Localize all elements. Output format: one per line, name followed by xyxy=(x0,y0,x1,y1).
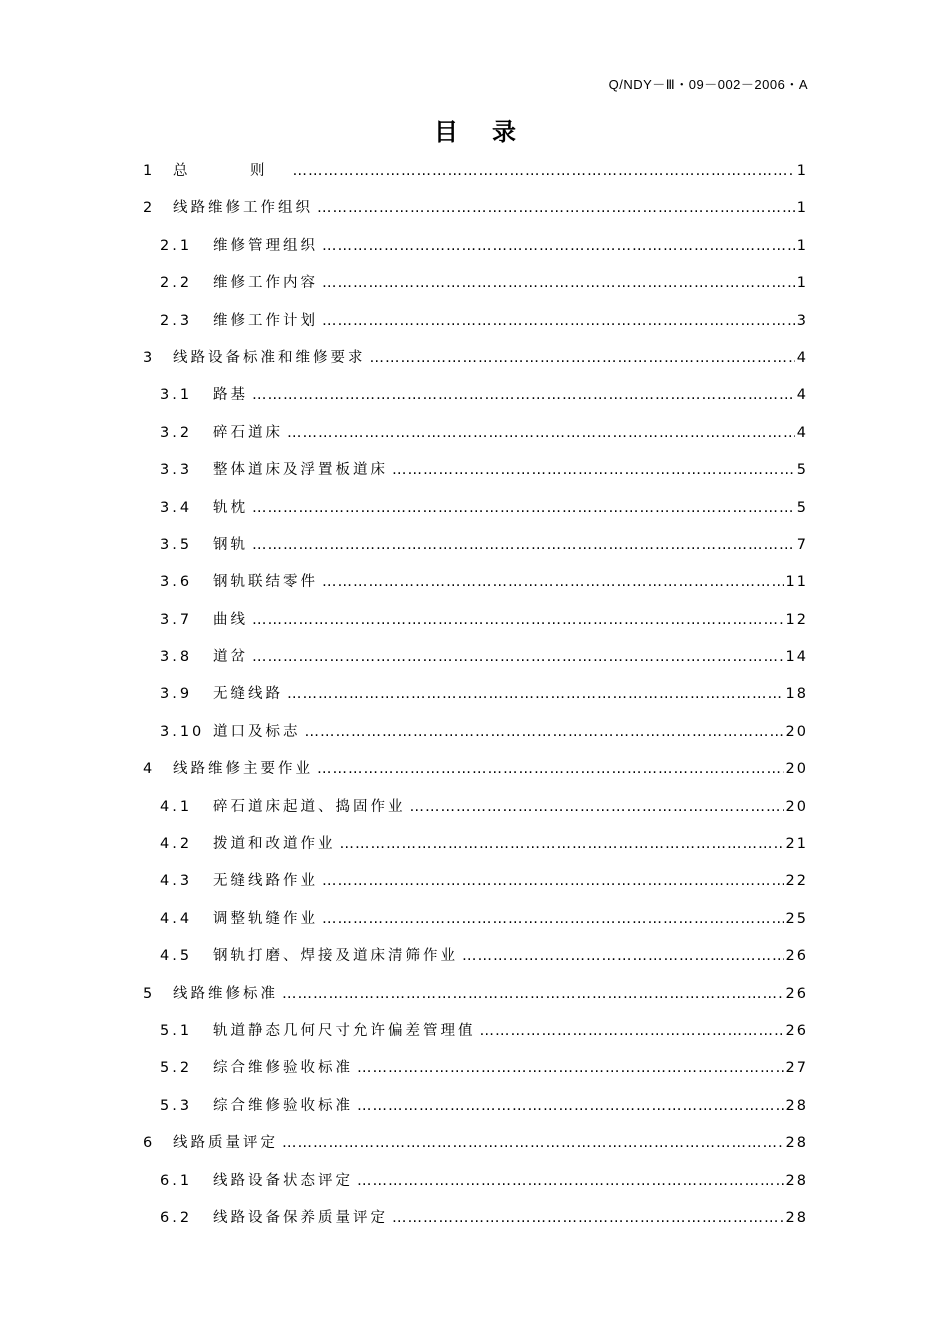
toc-section-number: 3.7 xyxy=(160,611,193,628)
toc-section-title: 无缝线路 xyxy=(213,686,283,703)
toc-page-number: 12 xyxy=(785,611,808,628)
toc-page-number: 14 xyxy=(785,649,808,666)
toc-section-title: 曲线 xyxy=(213,611,248,628)
toc-section-number: 4.5 xyxy=(160,948,193,965)
toc-page-number: 20 xyxy=(785,761,808,778)
toc-entry[interactable] xyxy=(143,1088,808,1125)
toc-page-number: 5 xyxy=(796,462,808,479)
toc-dot-leader xyxy=(392,1200,784,1237)
toc-entry[interactable] xyxy=(143,976,808,1013)
toc-section-title: 钢轨联结零件 xyxy=(213,574,318,591)
toc-section-title: 拨道和改道作业 xyxy=(213,836,336,853)
toc-dot-leader xyxy=(252,377,795,414)
toc-page-number: 27 xyxy=(785,1060,808,1077)
toc-page-number: 11 xyxy=(785,574,808,591)
toc-section-number: 3.9 xyxy=(160,686,193,703)
toc-section-number: 3.8 xyxy=(160,649,193,666)
toc-section-title: 维修工作内容 xyxy=(213,275,318,292)
toc-dot-leader xyxy=(317,751,784,788)
toc-page-number: 1 xyxy=(796,163,808,179)
toc-page-number: 20 xyxy=(785,798,808,815)
toc-entry[interactable] xyxy=(143,452,808,489)
toc-page-number: 5 xyxy=(796,499,808,516)
toc-page-number: 18 xyxy=(785,686,808,703)
toc-entry[interactable] xyxy=(143,1200,808,1237)
page-title: 目录 xyxy=(434,118,550,146)
toc-dot-leader xyxy=(282,1125,784,1162)
toc-page-number: 28 xyxy=(785,1135,808,1152)
toc-dot-leader xyxy=(357,1050,784,1087)
toc-section-number: 4.2 xyxy=(160,836,193,853)
toc-section-number: 5.3 xyxy=(160,1097,193,1114)
toc-dot-leader xyxy=(322,228,795,265)
toc-dot-leader xyxy=(322,303,795,340)
toc-dot-leader xyxy=(410,789,784,826)
toc-entry[interactable] xyxy=(143,639,808,676)
toc-section-number: 4.1 xyxy=(160,798,193,815)
toc-section-title: 碎石道床起道、捣固作业 xyxy=(213,798,406,815)
toc-page-number: 25 xyxy=(785,910,808,927)
toc-entry[interactable] xyxy=(143,153,808,190)
toc-section-number: 6.1 xyxy=(160,1172,193,1189)
toc-dot-leader xyxy=(357,1088,784,1125)
toc-entry[interactable] xyxy=(143,1050,808,1087)
toc-entry[interactable] xyxy=(143,863,808,900)
toc-page-number: 4 xyxy=(796,424,808,441)
toc-entry[interactable] xyxy=(143,676,808,713)
toc-section-number: 2.3 xyxy=(160,312,193,329)
toc-section-title: 钢轨 xyxy=(213,536,248,553)
toc-section-title: 总 则 xyxy=(173,163,289,179)
toc-section-title: 碎石道床 xyxy=(213,424,283,441)
toc-section-title: 线路设备标准和维修要求 xyxy=(173,349,366,366)
toc-section-number: 2.1 xyxy=(160,237,193,254)
toc-page-number: 4 xyxy=(796,349,808,366)
table-of-contents xyxy=(143,153,808,1237)
toc-dot-leader xyxy=(322,901,784,938)
toc-entry[interactable] xyxy=(143,751,808,788)
toc-section-title: 无缝线路作业 xyxy=(213,873,318,890)
toc-dot-leader xyxy=(370,340,795,377)
toc-section-number: 5 xyxy=(143,985,156,1002)
toc-dot-leader xyxy=(340,826,784,863)
toc-entry[interactable] xyxy=(143,490,808,527)
toc-section-title: 综合维修验收标准 xyxy=(213,1097,353,1114)
toc-section-number: 5.2 xyxy=(160,1060,193,1077)
toc-dot-leader xyxy=(462,938,784,975)
toc-entry[interactable] xyxy=(143,190,808,227)
toc-section-title: 维修工作计划 xyxy=(213,312,318,329)
toc-section-title: 线路维修标准 xyxy=(173,985,278,1002)
toc-page-number: 1 xyxy=(796,275,808,292)
toc-section-title: 线路维修工作组织 xyxy=(173,200,313,217)
toc-section-number: 3.4 xyxy=(160,499,193,516)
toc-dot-leader xyxy=(357,1163,784,1200)
toc-entry[interactable] xyxy=(143,527,808,564)
toc-dot-leader xyxy=(322,265,795,302)
toc-dot-leader xyxy=(293,153,795,190)
toc-entry[interactable] xyxy=(143,1013,808,1050)
toc-section-number: 4.3 xyxy=(160,873,193,890)
toc-section-number: 2 xyxy=(143,200,156,217)
toc-dot-leader xyxy=(252,490,795,527)
toc-section-number: 3.5 xyxy=(160,536,193,553)
toc-section-number: 5.1 xyxy=(160,1022,193,1039)
toc-entry[interactable] xyxy=(143,789,808,826)
toc-entry[interactable] xyxy=(143,340,808,377)
toc-section-number: 1 xyxy=(143,163,156,179)
toc-page-number: 22 xyxy=(785,873,808,890)
toc-entry[interactable] xyxy=(143,1163,808,1200)
toc-section-number: 4 xyxy=(143,761,156,778)
toc-page-number: 26 xyxy=(785,1022,808,1039)
toc-entry[interactable] xyxy=(143,901,808,938)
toc-section-number: 3 xyxy=(143,349,156,366)
toc-entry[interactable] xyxy=(143,228,808,265)
toc-section-title: 线路质量评定 xyxy=(173,1135,278,1152)
toc-page-number: 26 xyxy=(785,985,808,1002)
toc-dot-leader xyxy=(252,602,784,639)
toc-dot-leader xyxy=(282,976,784,1013)
toc-dot-leader xyxy=(317,190,795,227)
toc-dot-leader xyxy=(252,527,795,564)
toc-entry[interactable] xyxy=(143,265,808,302)
toc-section-title: 整体道床及浮置板道床 xyxy=(213,462,388,479)
toc-entry[interactable] xyxy=(143,564,808,601)
toc-section-title: 轨枕 xyxy=(213,499,248,516)
toc-section-title: 轨道静态几何尺寸允许偏差管理值 xyxy=(213,1022,476,1039)
toc-page-number: 28 xyxy=(785,1172,808,1189)
toc-section-number: 3.3 xyxy=(160,462,193,479)
toc-section-title: 钢轨打磨、焊接及道床清筛作业 xyxy=(213,948,458,965)
toc-page-number: 28 xyxy=(785,1097,808,1114)
toc-entry[interactable] xyxy=(143,377,808,414)
toc-entry[interactable] xyxy=(143,714,808,751)
toc-page-number: 1 xyxy=(796,237,808,254)
toc-page-number: 3 xyxy=(796,312,808,329)
toc-page-number: 1 xyxy=(796,200,808,217)
toc-dot-leader xyxy=(305,714,784,751)
toc-section-title: 线路维修主要作业 xyxy=(173,761,313,778)
toc-section-title: 线路设备状态评定 xyxy=(213,1172,353,1189)
toc-page-number: 26 xyxy=(785,948,808,965)
toc-section-title: 维修管理组织 xyxy=(213,237,318,254)
toc-section-number: 6 xyxy=(143,1135,156,1152)
toc-dot-leader xyxy=(252,639,784,676)
toc-section-title: 道口及标志 xyxy=(213,723,301,740)
toc-entry[interactable] xyxy=(143,826,808,863)
toc-entry[interactable] xyxy=(143,303,808,340)
toc-section-number: 6.2 xyxy=(160,1209,193,1226)
toc-section-number: 2.2 xyxy=(160,275,193,292)
toc-dot-leader xyxy=(480,1013,784,1050)
toc-page-number: 4 xyxy=(796,387,808,404)
toc-page-number: 20 xyxy=(785,723,808,740)
toc-section-number: 4.4 xyxy=(160,910,193,927)
toc-section-number: 3.6 xyxy=(160,574,193,591)
toc-page-number: 7 xyxy=(796,536,808,553)
toc-page-number: 21 xyxy=(785,836,808,853)
toc-section-number: 3.2 xyxy=(160,424,193,441)
toc-section-title: 综合维修验收标准 xyxy=(213,1060,353,1077)
toc-dot-leader xyxy=(287,415,795,452)
toc-entry[interactable] xyxy=(143,938,808,975)
document-code: Q/NDY－Ⅲ・09－002－2006・A xyxy=(608,77,808,92)
toc-entry[interactable] xyxy=(143,602,808,639)
toc-page-number: 28 xyxy=(785,1209,808,1226)
toc-section-title: 路基 xyxy=(213,387,248,404)
toc-dot-leader xyxy=(322,564,784,601)
toc-section-title: 道岔 xyxy=(213,649,248,666)
toc-entry[interactable] xyxy=(143,415,808,452)
toc-section-title: 调整轨缝作业 xyxy=(213,910,318,927)
toc-dot-leader xyxy=(287,676,784,713)
toc-section-title: 线路设备保养质量评定 xyxy=(213,1209,388,1226)
toc-entry[interactable] xyxy=(143,1125,808,1162)
toc-dot-leader xyxy=(322,863,784,900)
toc-section-number: 3.10 xyxy=(160,723,205,740)
toc-dot-leader xyxy=(392,452,795,489)
toc-section-number: 3.1 xyxy=(160,387,193,404)
